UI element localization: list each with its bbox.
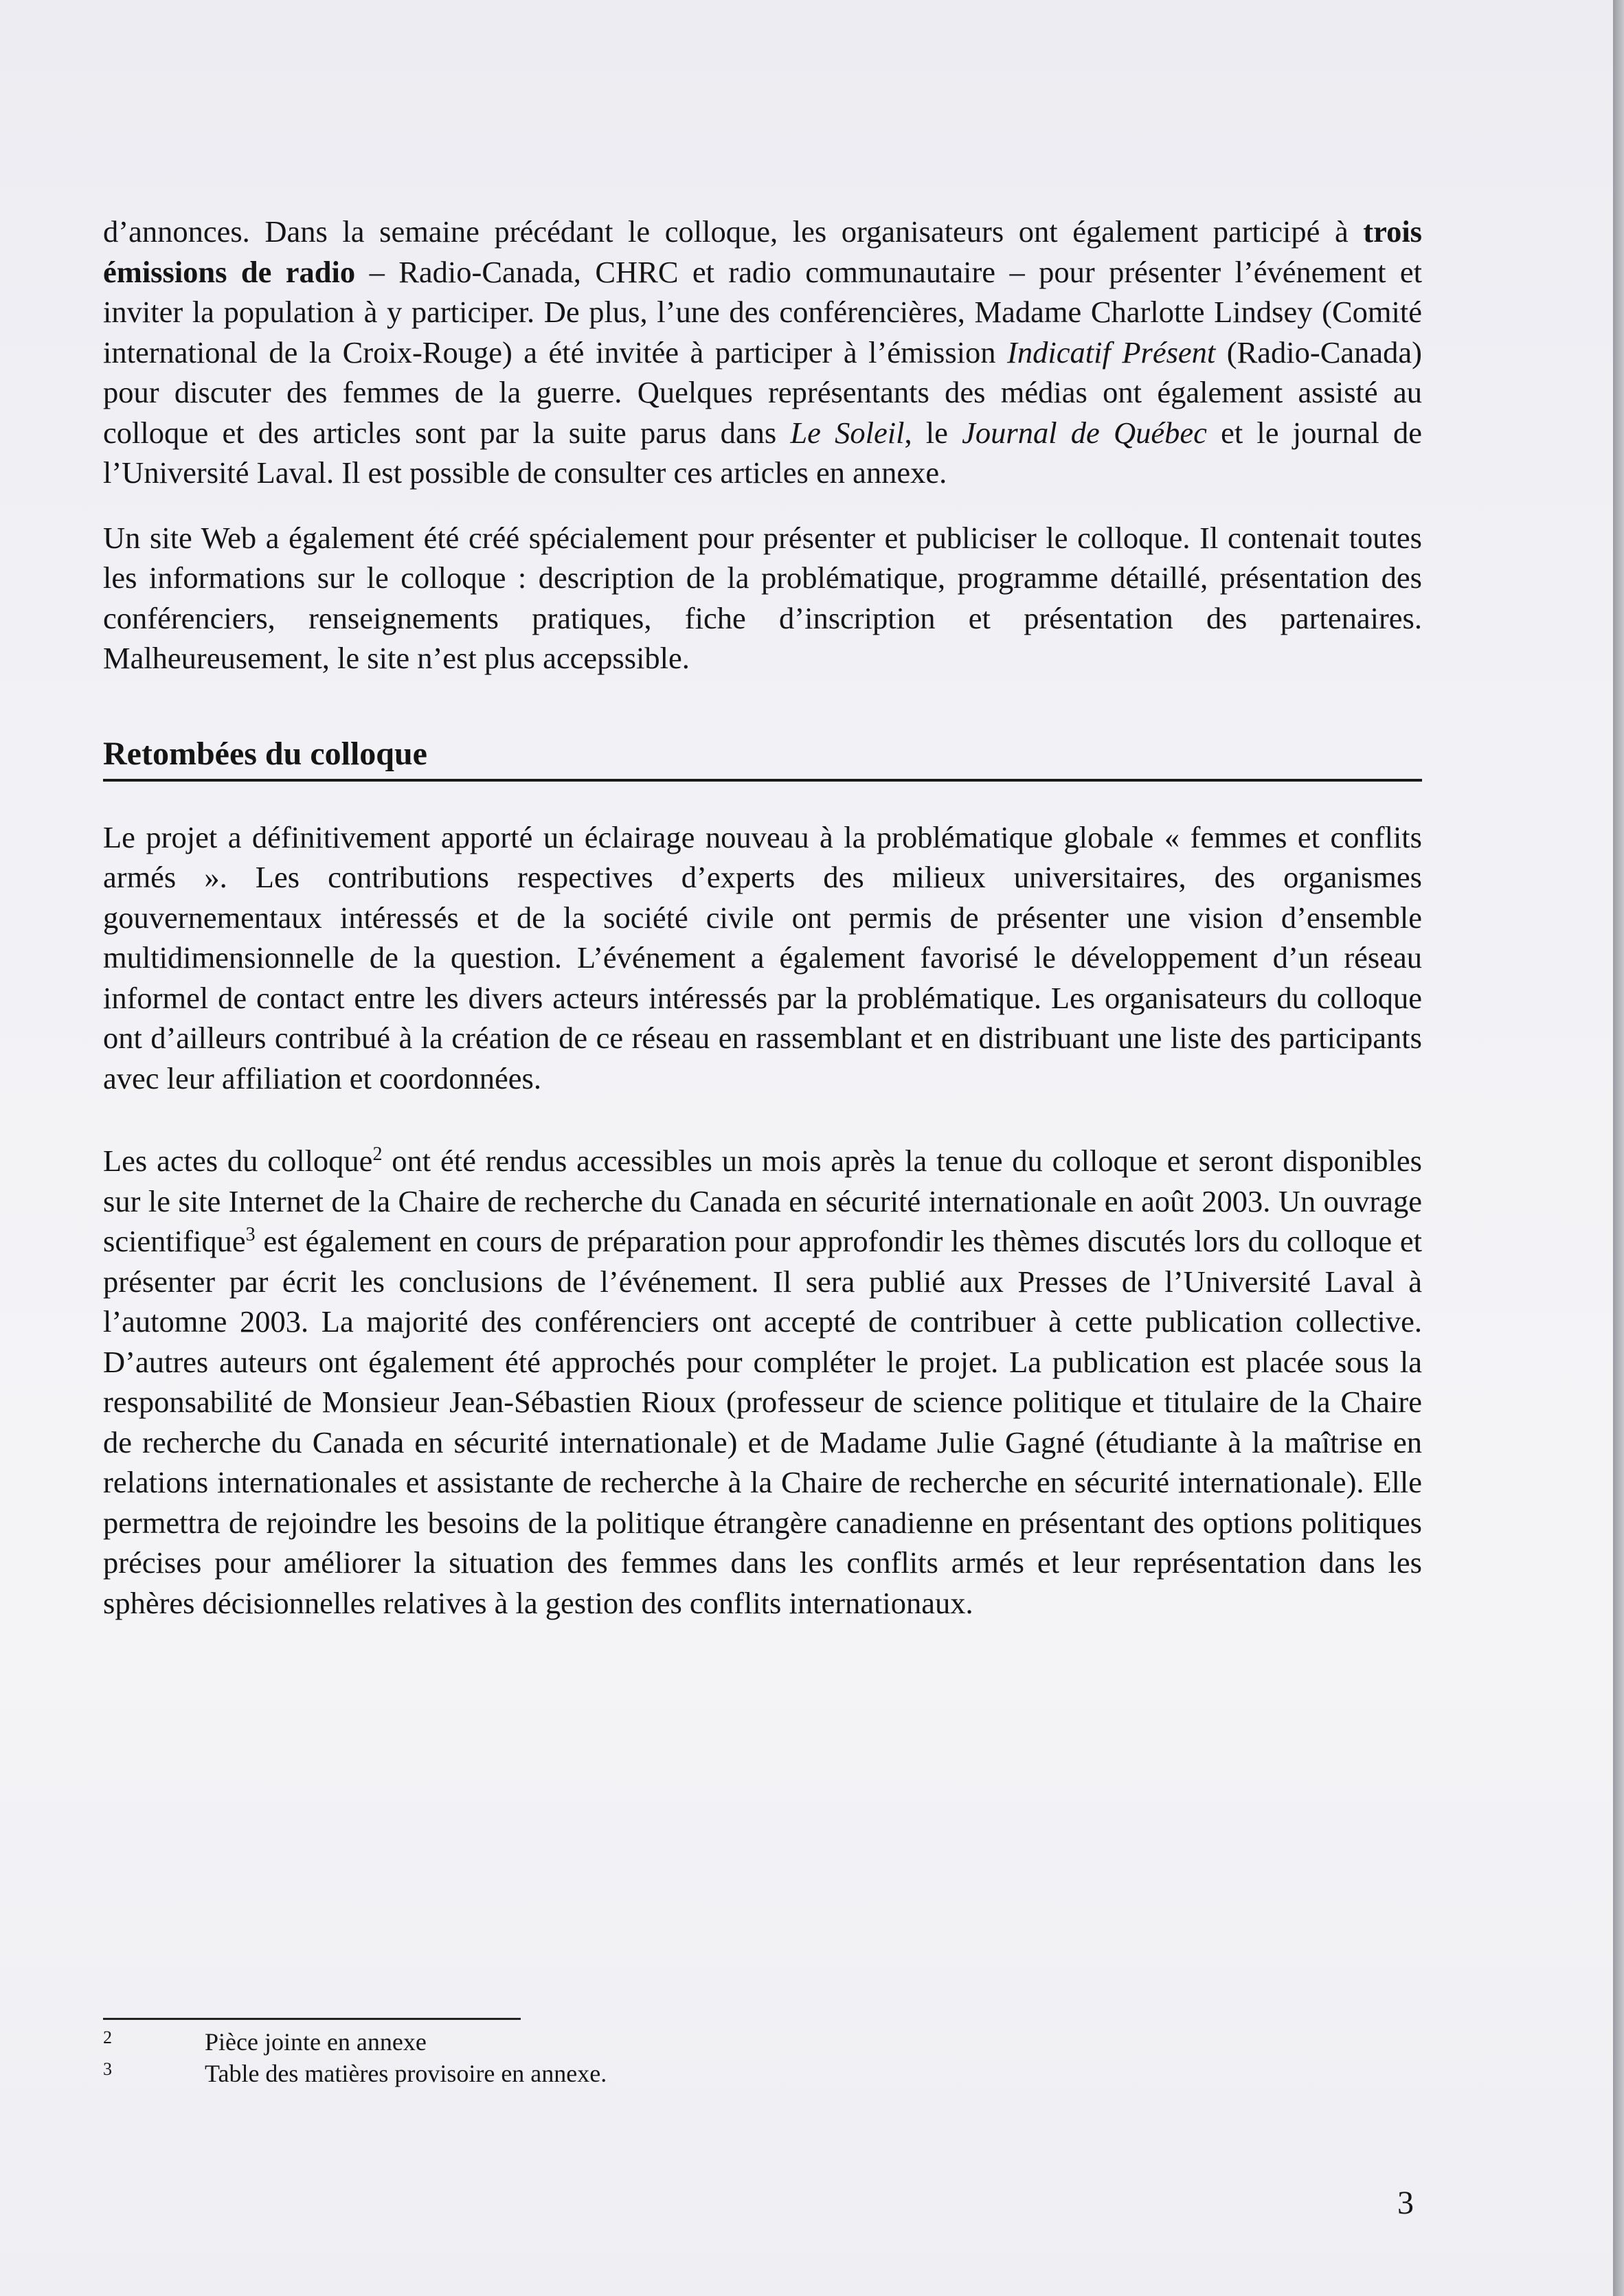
paragraph-proceedings (103, 1141, 1422, 1623)
paragraph1-text-3: (Radio-Canada) pour discuter des femmes de la guerre. Quelques représentants des médias ont également assisté au colloque et des articles sont par la suite parus dans (103, 334, 1422, 450)
paragraph1-text-1: d’annonces. Dans la semaine précédant le colloque, les organisateurs ont également participé à (103, 214, 1364, 249)
page-content (103, 212, 1422, 1623)
page-edge-shadow (1613, 0, 1624, 2296)
footnote-text: Pièce jointe en annexe (205, 2028, 427, 2056)
footnote-separator (103, 2018, 521, 2020)
footnote-item (103, 2026, 927, 2058)
paragraph-outcomes: Le projet a définitivement apporté un éclairage nouveau à la problématique globale « femmes et conflits armés ». Les contributions respectives d’experts des milieux universitaires, des organismes gouvernementaux intéressés et de la société civile ont permis de présenter une vision d’ensemble multidimensionnelle de la question. L’événement a également favorisé le développement d’un réseau informel de contact entre les divers acteurs intéressés par la problématique. Les organisateurs du colloque ont d’ailleurs contribué à la création de ce réseau en rassemblant et en distribuant une liste des participants avec leur affiliation et coordonnées. (103, 819, 1422, 1095)
paragraph1-italic-show: Indicatif Présent (1007, 334, 1216, 370)
paragraph4-text-3: est également en cours de préparation pour approfondir les thèmes discutés lors du colloque et présenter par écrit les conclusions de l’événement. Il sera publié aux Presses de l’Université Laval à l’automne 2003. La majorité des conférenciers ont accepté de contribuer à cette publication collective. D’autres auteurs ont également été approchés pour compléter le projet. La publication est placée sous la responsabilité de Monsieur Jean-Sébastien Rioux (professeur de science politique et titulaire de la Chaire de recherche du Canada en sécurité internationale) et de Madame Julie Gagné (étudiante à la maîtrise en relations internationales et assistante de recherche à la Chaire de recherche en sécurité internationale). Elle permettra de rejoindre les besoins de la politique étrangère canadienne en présentant des options politiques précises pour améliorer la situation des femmes dans les conflits armés et leur représentation dans les sphères décisionnelles relatives à la gestion des conflits internationaux. (103, 1224, 1422, 1620)
footnote-item (103, 2058, 927, 2089)
paragraph1-italic-soleil: Le Soleil (790, 415, 905, 450)
footnote-ref-3: 3 (245, 1224, 256, 1246)
section-heading: Retombées du colloque (103, 734, 1422, 782)
paragraph4-text-1: Les actes du colloque (103, 1144, 373, 1178)
paragraph1-text-5: et le journal de l’Université Laval. Il est possible de consulter ces articles en annexe. (103, 415, 1423, 490)
footnote-text: Table des matières provisoire en annexe. (205, 2060, 607, 2087)
paragraph1-bold-radio: trois émissions de radio (103, 214, 1422, 289)
paragraph-website: Un site Web a également été créé spécialement pour présenter et publiciser le colloque. Il contenait toutes les informations sur le colloque : description de la problématique, programme détaillé, présentation des conférenciers, renseignements pratiques, fiche d’inscription et présentation des partenaires. Malheureusement, le site n’est plus accepssible. (103, 520, 1422, 675)
paragraph1-italic-journal: Journal de Québec (962, 415, 1207, 450)
paragraph1-text-2: – Radio-Canada, CHRC et radio communautaire – pour présenter l’événement et inviter la population à y participer. De plus, l’une des conférencières, Madame Charlotte Lindsey (Comité international de la Croix-Rouge) a été invitée à participer à l’émission (103, 254, 1422, 370)
footnotes (103, 2026, 927, 2089)
paragraph4-text-2: ont été rendus accessibles un mois après la tenue du colloque et seront disponibles sur le site Internet de la Chaire de recherche du Canada en sécurité internationale en août 2003. Un ouvrage scientifique (103, 1144, 1422, 1258)
footnote-number: 2 (103, 2027, 112, 2047)
page-number: 3 (1397, 2185, 1414, 2221)
footnote-ref-2: 2 (372, 1144, 383, 1166)
footnote-number: 3 (103, 2059, 112, 2079)
paragraph-media-coverage (103, 212, 1422, 493)
paragraph1-text-4: , le (904, 415, 962, 450)
